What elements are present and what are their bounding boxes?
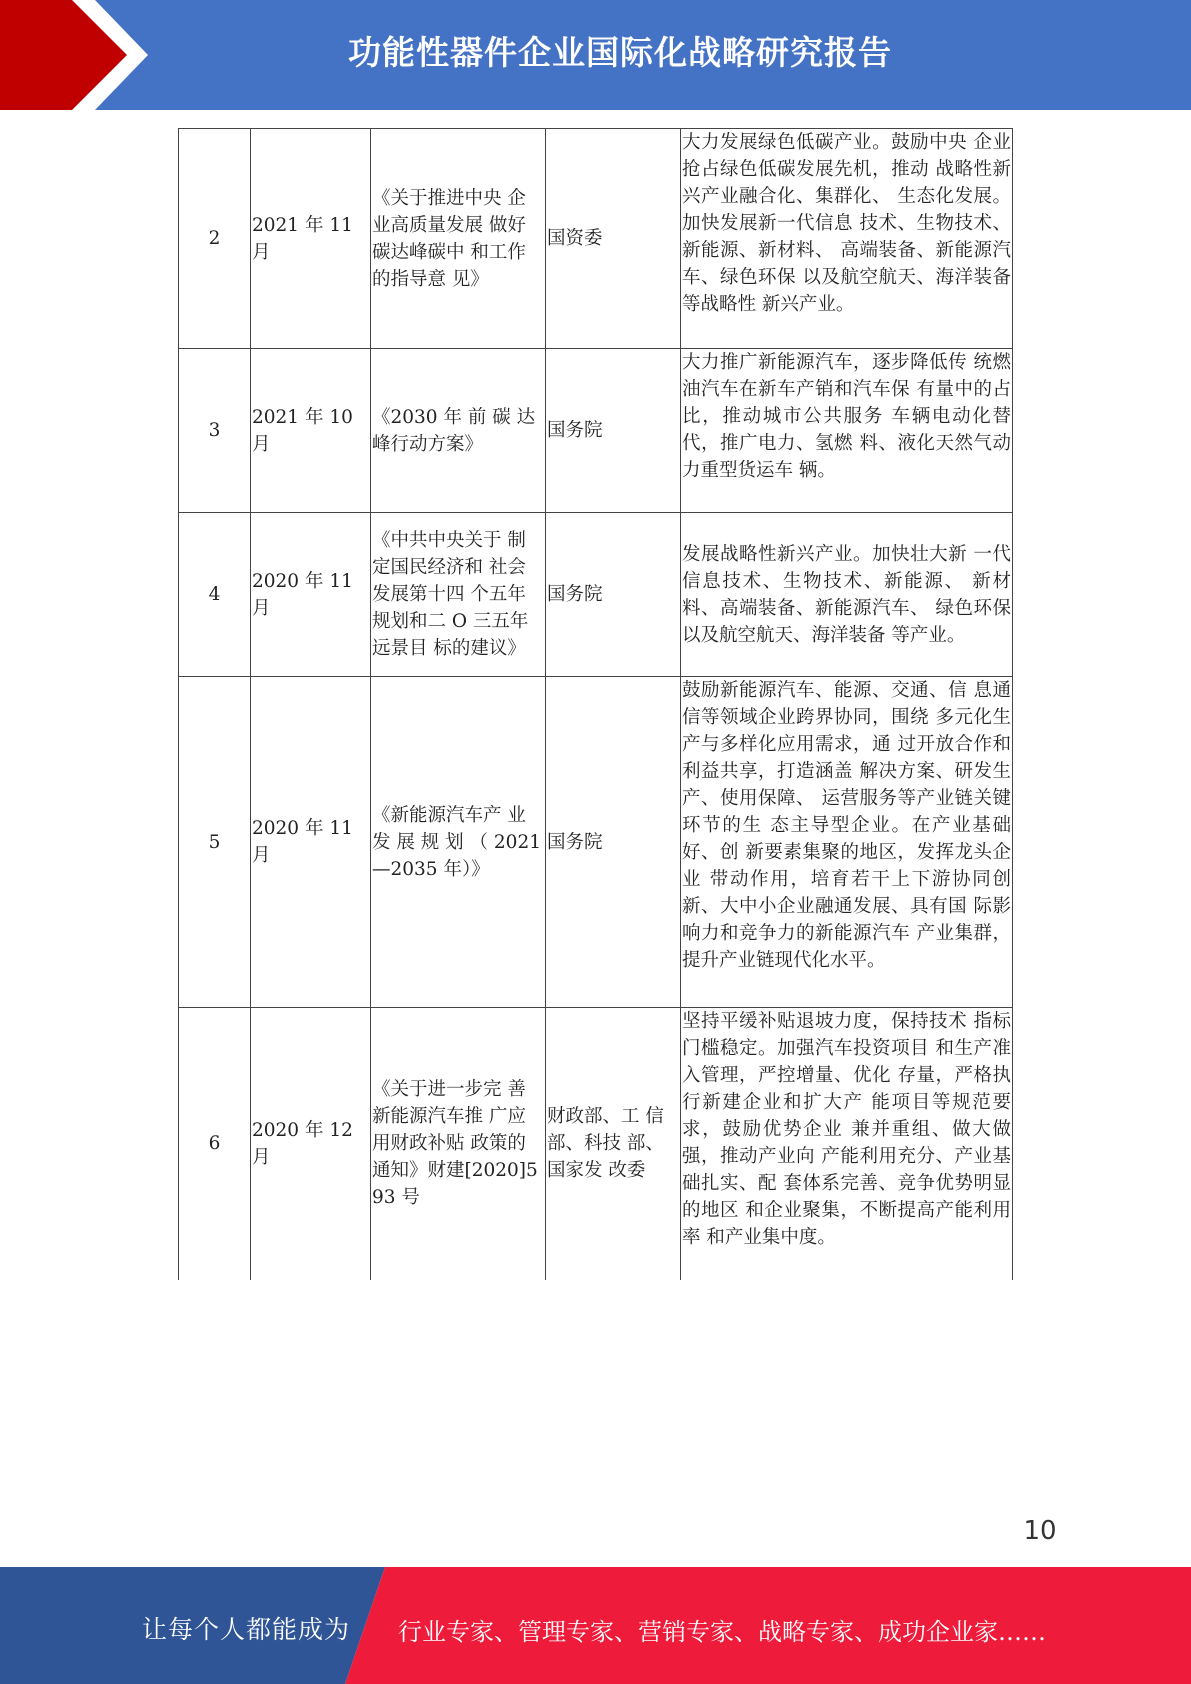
- issuing-department: 国务院: [546, 677, 681, 1008]
- row-number: 5: [179, 677, 251, 1008]
- policy-name: 《新能源汽车产 业 发 展 规 划 （ 2021—2035 年）》: [371, 677, 546, 1008]
- issue-date: 2020 年 12 月: [251, 1008, 371, 1280]
- issue-date: 2020 年 11 月: [251, 677, 371, 1008]
- policy-content: 大力推广新能源汽车，逐步降低传 统燃油汽车在新车产销和汽车保 有量中的占比，推动城市公共服务 车辆电动化替代，推广电力、氢燃 料、液化天然气动力重型货运车 辆。: [681, 349, 1013, 513]
- issuing-department: 国资委: [546, 129, 681, 349]
- page-number: 10: [1023, 1516, 1057, 1546]
- policy-table: [178, 128, 1013, 1280]
- policy-name: 《2030 年 前 碳 达峰行动方案》: [371, 349, 546, 513]
- issuing-department: 国务院: [546, 513, 681, 677]
- page-header: [0, 0, 1191, 110]
- policy-content: 坚持平缓补贴退坡力度，保持技术 指标门槛稳定。加强汽车投资项目 和生产准入管理，严控增量、优化 存量，严格执行新建企业和扩大产 能项目等规范要求，鼓励优势企业 兼并重组、做大做强，推动产业向 产能利用充分、产业基础扎实、配 套体系完善、竞争优势明显的地区 和企业聚集，不断提高产能利用率 和产业集中度。: [681, 1008, 1013, 1280]
- footer-slogan-right: 行业专家、管理专家、营销专家、战略专家、成功企业家……: [398, 1618, 1046, 1646]
- issuing-department: 财政部、工 信部、科技 部、国家发 改委: [546, 1008, 681, 1280]
- policy-content: 发展战略性新兴产业。加快壮大新 一代信息技术、生物技术、新能源、 新材料、高端装备、新能源汽车、 绿色环保以及航空航天、海洋装备 等产业。: [681, 513, 1013, 677]
- issue-date: 2021 年 10 月: [251, 349, 371, 513]
- row-number: 6: [179, 1008, 251, 1280]
- header-arrow-decoration: [0, 0, 150, 110]
- table-row: [179, 349, 1013, 513]
- table-row: [179, 1008, 1013, 1280]
- policy-content: 大力发展绿色低碳产业。鼓励中央 企业抢占绿色低碳发展先机，推动 战略性新兴产业融合化、集群化、 生态化发展。加快发展新一代信息 技术、生物技术、新能源、新材料、 高端装备、新能源汽车、绿色环保 以及航空航天、海洋装备等战略性 新兴产业。: [681, 129, 1013, 349]
- policy-name: 《关于进一步完 善新能源汽车推 广应用财政补贴 政策的通知》财建[2020]593 号: [371, 1008, 546, 1280]
- policy-name: 《关于推进中央 企业高质量发展 做好碳达峰碳中 和工作的指导意 见》: [371, 129, 546, 349]
- issue-date: 2020 年 11 月: [251, 513, 371, 677]
- row-number: 4: [179, 513, 251, 677]
- policy-name: 《中共中央关于 制定国民经济和 社会发展第十四 个五年规划和二 O 三五年远景目 标的建议》: [371, 513, 546, 677]
- table-row: [179, 513, 1013, 677]
- footer-slogan-left: 让每个人都能成为: [142, 1615, 351, 1644]
- issuing-department: 国务院: [546, 349, 681, 513]
- policy-content: 鼓励新能源汽车、能源、交通、信 息通信等领域企业跨界协同，围绕 多元化生产与多样化应用需求，通 过开放合作和利益共享，打造涵盖 解决方案、研发生产、使用保障、 运营服务等产业链关键环节的生 态主导型企业。在产业基础好、创 新要素集聚的地区，发挥龙头企业 带动作用，培育若干上下游协同创 新、大中小企业融通发展、具有国 际影响力和竞争力的新能源汽车 产业集群，提升产业链现代化水平。: [681, 677, 1013, 1008]
- table-row: [179, 677, 1013, 1008]
- row-number: 3: [179, 349, 251, 513]
- report-title: 功能性器件企业国际化战略研究报告: [348, 33, 892, 72]
- issue-date: 2021 年 11 月: [251, 129, 371, 349]
- row-number: 2: [179, 129, 251, 349]
- table-row: [179, 129, 1013, 349]
